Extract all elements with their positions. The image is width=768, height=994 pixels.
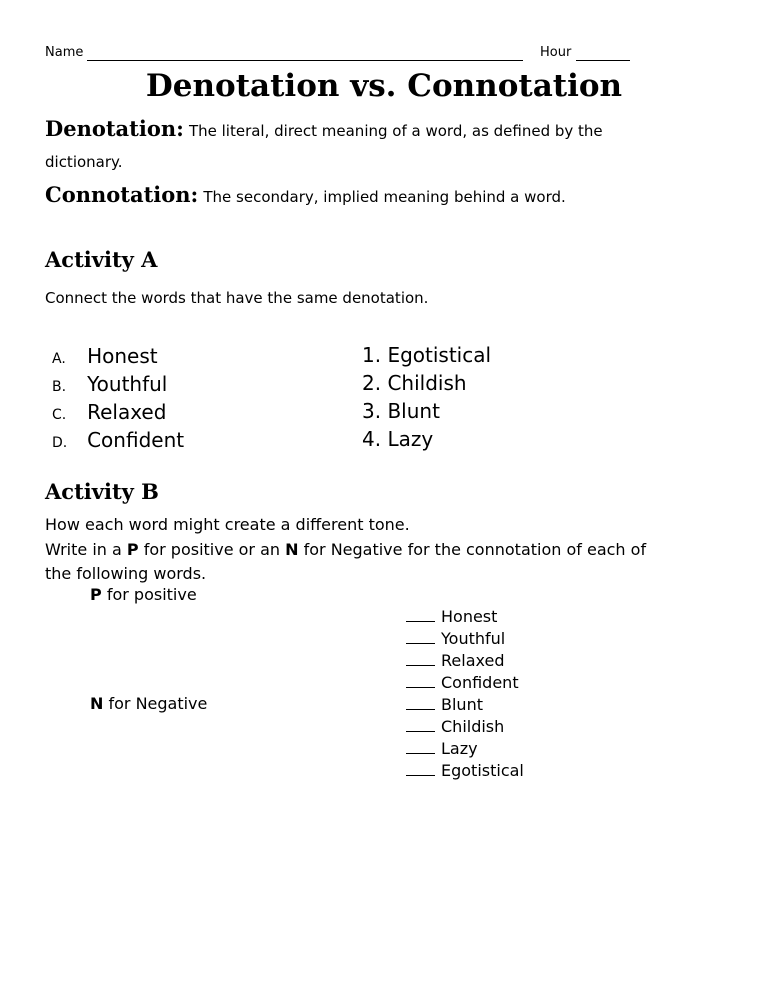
item-word: Youthful bbox=[87, 372, 168, 396]
instruction-part: Write in a bbox=[45, 540, 127, 559]
item-word: Confident bbox=[87, 428, 185, 452]
n-letter: N bbox=[285, 540, 299, 559]
activity-a-instruction: Connect the words that have the same denotation. bbox=[45, 289, 429, 307]
name-label: Name bbox=[45, 45, 84, 60]
list-item bbox=[406, 629, 505, 648]
connotation-text: The secondary, implied meaning behind a word. bbox=[203, 188, 566, 206]
activity-b-instruction bbox=[45, 540, 646, 559]
item-word: Relaxed bbox=[87, 400, 167, 424]
item-word: Relaxed bbox=[441, 651, 505, 670]
p-letter: P bbox=[126, 540, 139, 559]
answer-blank[interactable] bbox=[406, 687, 435, 688]
p-key-text: for positive bbox=[101, 585, 197, 604]
answer-blank[interactable] bbox=[406, 731, 435, 732]
list-item: 2. Childish bbox=[362, 371, 467, 395]
list-item bbox=[406, 695, 483, 714]
list-item bbox=[52, 372, 167, 396]
list-item bbox=[52, 428, 184, 452]
denotation-text-continued: dictionary. bbox=[45, 153, 123, 171]
list-item bbox=[406, 607, 497, 626]
positive-key bbox=[90, 585, 197, 604]
answer-blank[interactable] bbox=[406, 775, 435, 776]
answer-blank[interactable] bbox=[406, 709, 435, 710]
item-word: Honest bbox=[87, 344, 158, 368]
list-item: 4. Lazy bbox=[362, 427, 434, 451]
item-word: Youthful bbox=[441, 629, 506, 648]
activity-a-heading: Activity A bbox=[45, 247, 158, 272]
item-word: Blunt bbox=[441, 695, 483, 714]
list-item bbox=[406, 651, 504, 670]
negative-key bbox=[90, 694, 207, 713]
item-letter: C. bbox=[52, 407, 67, 423]
answer-blank[interactable] bbox=[406, 665, 435, 666]
instruction-part: for Negative for the connotation of each of bbox=[298, 540, 647, 559]
answer-blank[interactable] bbox=[406, 621, 435, 622]
item-word: Childish bbox=[441, 717, 505, 736]
item-word: Lazy bbox=[441, 739, 478, 758]
answer-blank[interactable] bbox=[406, 753, 435, 754]
denotation-text: The literal, direct meaning of a word, as defined by the bbox=[188, 122, 603, 140]
connotation-term: Connotation: bbox=[45, 182, 199, 207]
n-key-letter: N bbox=[90, 694, 104, 713]
item-letter: D. bbox=[52, 435, 68, 451]
activity-b-line: the following words. bbox=[45, 564, 207, 583]
item-word: Honest bbox=[441, 607, 498, 626]
list-item: 1. Egotistical bbox=[362, 343, 492, 367]
hour-label: Hour bbox=[540, 45, 572, 60]
name-field-line[interactable] bbox=[87, 60, 523, 61]
list-item bbox=[52, 344, 158, 368]
activity-b-heading: Activity B bbox=[45, 479, 159, 504]
list-item bbox=[406, 673, 519, 692]
activity-b-line: How each word might create a different tone. bbox=[45, 515, 410, 534]
list-item bbox=[406, 739, 478, 758]
page-title: Denotation vs. Connotation bbox=[145, 68, 623, 104]
answer-blank[interactable] bbox=[406, 643, 435, 644]
item-letter: A. bbox=[52, 351, 66, 367]
denotation-definition bbox=[45, 116, 603, 141]
n-key-text: for Negative bbox=[103, 694, 208, 713]
instruction-part: for positive or an bbox=[138, 540, 286, 559]
list-item bbox=[52, 400, 166, 424]
item-word: Egotistical bbox=[441, 761, 524, 780]
list-item bbox=[406, 717, 504, 736]
hour-field-line[interactable] bbox=[576, 60, 630, 61]
denotation-term: Denotation: bbox=[45, 116, 184, 141]
p-key-letter: P bbox=[90, 585, 102, 604]
connotation-definition bbox=[45, 182, 566, 207]
list-item: 3. Blunt bbox=[362, 399, 440, 423]
item-word: Confident bbox=[441, 673, 519, 692]
list-item bbox=[406, 761, 524, 780]
item-letter: B. bbox=[52, 379, 67, 395]
